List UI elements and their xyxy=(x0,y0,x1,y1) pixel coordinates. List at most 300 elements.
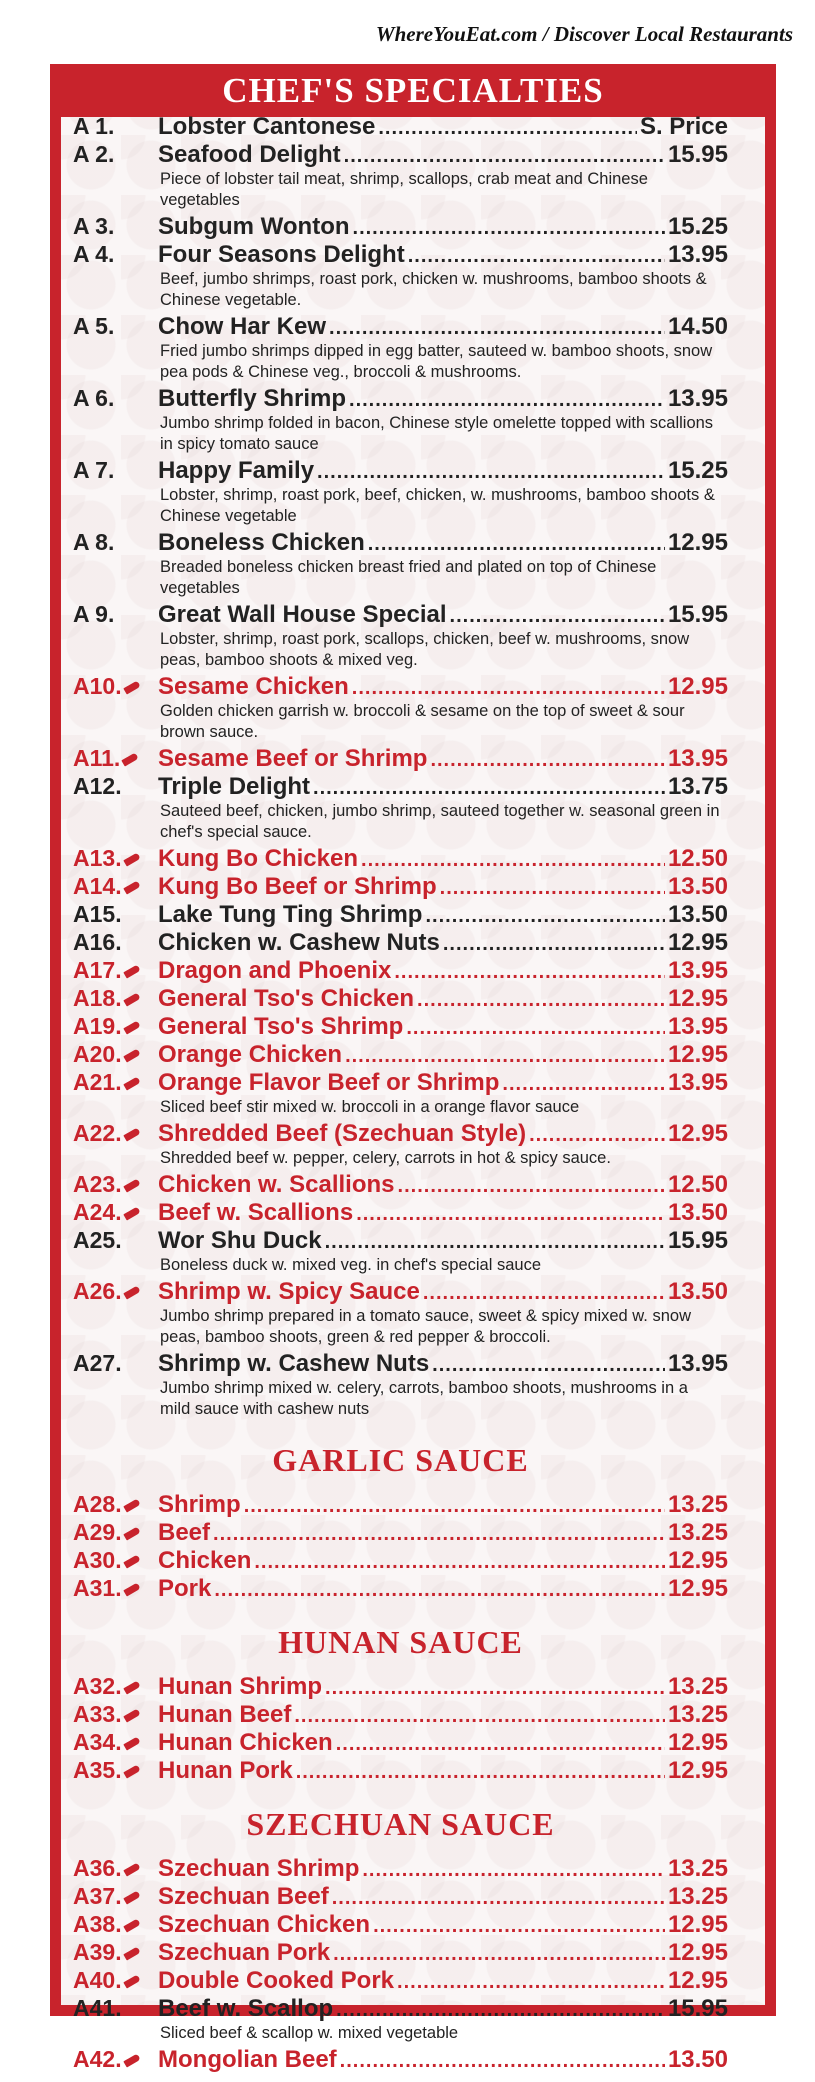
item-code-text: A16. xyxy=(73,929,122,955)
item-code xyxy=(73,1854,158,1882)
item-name: Lake Tung Ting Shrimp xyxy=(158,901,423,928)
spicy-pepper-icon xyxy=(123,1947,140,1961)
dot-leader xyxy=(378,114,637,142)
item-code-text: A18. xyxy=(73,985,122,1011)
menu-item xyxy=(73,772,728,800)
menu-item xyxy=(73,844,728,872)
item-code-text: A 4. xyxy=(73,241,115,267)
item-code xyxy=(73,240,158,268)
item-price: 15.95 xyxy=(667,601,728,628)
item-code xyxy=(73,600,158,628)
item-code xyxy=(73,844,158,872)
item-description: Fried jumbo shrimps dipped in egg batter, sauteed w. bamboo shoots, snow pea pods & Chinese veg., broccoli & mushrooms. xyxy=(160,342,713,381)
spicy-pepper-icon xyxy=(123,1681,140,1695)
item-name: Beef xyxy=(158,1519,211,1546)
item-name: Hunan Chicken xyxy=(158,1729,333,1756)
item-description: Piece of lobster tail meat, shrimp, scallops, crab meat and Chinese vegetables xyxy=(160,170,648,209)
dot-leader xyxy=(450,602,665,630)
dot-leader xyxy=(432,1351,665,1379)
item-name: General Tso's Chicken xyxy=(158,985,415,1012)
item-code xyxy=(73,900,158,928)
chef-specialties-list xyxy=(73,112,728,1420)
dot-leader xyxy=(362,1856,665,1884)
item-price: 13.95 xyxy=(667,1069,728,1096)
item-description: Lobster, shrimp, roast pork, scallops, chicken, beef w. mushrooms, snow peas, bamboo shoots & mixed veg. xyxy=(160,630,690,669)
item-code xyxy=(73,744,158,772)
item-code xyxy=(73,1170,158,1198)
item-price: 15.25 xyxy=(667,457,728,484)
menu-item xyxy=(73,1068,728,1096)
spicy-pepper-icon xyxy=(123,881,140,895)
item-price: 12.95 xyxy=(667,673,728,700)
item-price: 13.95 xyxy=(667,745,728,772)
menu-item xyxy=(73,1756,728,1784)
menu-item xyxy=(73,1349,728,1377)
dot-leader xyxy=(349,386,665,414)
item-price: 12.95 xyxy=(667,1939,728,1966)
dot-leader xyxy=(361,846,665,874)
spicy-pepper-icon xyxy=(123,1527,140,1541)
dot-leader xyxy=(529,1121,665,1149)
menu-item xyxy=(73,1546,728,1574)
item-name: Chicken xyxy=(158,1547,252,1574)
dot-leader xyxy=(313,774,665,802)
item-code-text: A11. xyxy=(73,745,121,771)
item-code-text: A34. xyxy=(73,1729,122,1755)
menu-item xyxy=(73,1938,728,1966)
item-price: 12.95 xyxy=(667,985,728,1012)
item-name: Seafood Delight xyxy=(158,141,341,168)
item-price: 13.95 xyxy=(667,385,728,412)
item-name: Kung Bo Beef or Shrimp xyxy=(158,873,437,900)
item-code xyxy=(73,1518,158,1546)
dot-leader xyxy=(214,1576,665,1604)
item-name: Shrimp w. Cashew Nuts xyxy=(158,1350,430,1377)
szechuan-sauce-title: SZECHUAN SAUCE xyxy=(246,1806,555,1842)
item-code-text: A21. xyxy=(73,1069,122,1095)
menu-item xyxy=(73,1226,728,1254)
menu-item xyxy=(73,1277,728,1305)
item-name: Hunan Pork xyxy=(158,1757,293,1784)
item-code xyxy=(73,956,158,984)
dot-leader xyxy=(325,1674,665,1702)
item-name: Lobster Cantonese xyxy=(158,113,376,140)
item-code xyxy=(73,1882,158,1910)
dot-leader xyxy=(352,674,665,702)
item-price: 13.95 xyxy=(667,1350,728,1377)
dot-leader xyxy=(417,986,665,1014)
dot-leader xyxy=(344,142,665,170)
menu-item xyxy=(73,1882,728,1910)
item-description: Lobster, shrimp, roast pork, beef, chicken, w. mushrooms, bamboo shoots & Chinese vegetable xyxy=(160,486,715,525)
item-code-text: A36. xyxy=(73,1855,122,1881)
item-name: Butterfly Shrimp xyxy=(158,385,347,412)
hunan-sauce-title: HUNAN SAUCE xyxy=(278,1624,523,1660)
menu-item xyxy=(73,744,728,772)
item-price: 13.75 xyxy=(667,773,728,800)
spicy-pepper-icon xyxy=(123,993,140,1007)
item-code xyxy=(73,1040,158,1068)
item-name: Subgum Wonton xyxy=(158,213,350,240)
item-description: Sauteed beef, chicken, jumbo shrimp, sauteed together w. seasonal green in chef's special sauce. xyxy=(160,802,720,841)
dot-leader xyxy=(373,1912,665,1940)
item-name: Szechuan Beef xyxy=(158,1883,329,1910)
item-price: 13.50 xyxy=(667,2046,728,2073)
item-name: Wor Shu Duck xyxy=(158,1227,322,1254)
menu-item xyxy=(73,1854,728,1882)
item-name: Kung Bo Chicken xyxy=(158,845,359,872)
item-code-text: A28. xyxy=(73,1491,122,1517)
menu-item xyxy=(73,1966,728,1994)
dot-leader xyxy=(425,902,664,930)
item-code xyxy=(73,1068,158,1096)
spicy-pepper-icon xyxy=(123,1286,140,1300)
garlic-sauce-title: GARLIC SAUCE xyxy=(272,1442,529,1478)
menu-item xyxy=(73,1672,728,1700)
menu-item xyxy=(73,1518,728,1546)
item-price: S. Price xyxy=(639,113,728,140)
garlic-sauce-list xyxy=(73,1490,728,1602)
item-price: 12.95 xyxy=(667,1757,728,1784)
item-name: Boneless Chicken xyxy=(158,529,365,556)
item-price: 12.95 xyxy=(667,529,728,556)
spicy-pepper-icon xyxy=(123,681,140,695)
spicy-pepper-icon xyxy=(123,2054,140,2068)
dot-leader xyxy=(356,1200,665,1228)
spicy-pepper-icon xyxy=(123,1049,140,1063)
item-code-text: A29. xyxy=(73,1519,122,1545)
item-code xyxy=(73,456,158,484)
item-price: 12.95 xyxy=(667,1120,728,1147)
item-price: 13.25 xyxy=(667,1855,728,1882)
item-name: Chow Har Kew xyxy=(158,313,327,340)
item-code-text: A14. xyxy=(73,873,122,899)
item-name: Chicken w. Cashew Nuts xyxy=(158,929,440,956)
item-name: Double Cooked Pork xyxy=(158,1967,395,1994)
item-code xyxy=(73,1756,158,1784)
menu-item xyxy=(73,456,728,484)
item-price: 12.95 xyxy=(667,1041,728,1068)
dot-leader xyxy=(443,930,665,958)
dot-leader xyxy=(333,1940,665,1968)
spicy-pepper-icon xyxy=(123,1077,140,1091)
item-price: 12.95 xyxy=(667,1967,728,1994)
item-name: Beef w. Scallop xyxy=(158,1995,334,2022)
item-price: 13.50 xyxy=(667,1199,728,1226)
menu-item xyxy=(73,1700,728,1728)
item-code xyxy=(73,1119,158,1147)
spicy-pepper-icon xyxy=(123,1021,140,1035)
menu-item xyxy=(73,1040,728,1068)
item-code xyxy=(73,872,158,900)
menu-item xyxy=(73,1119,728,1147)
item-code-text: A 7. xyxy=(73,457,115,483)
item-price: 15.25 xyxy=(667,213,728,240)
menu-item xyxy=(73,384,728,412)
spicy-pepper-icon xyxy=(123,853,140,867)
item-price: 13.95 xyxy=(667,241,728,268)
item-description: Jumbo shrimp mixed w. celery, carrots, bamboo shoots, mushrooms in a mild sauce with cashew nuts xyxy=(160,1379,688,1418)
dot-leader xyxy=(394,958,665,986)
item-price: 12.50 xyxy=(667,1171,728,1198)
item-price: 15.95 xyxy=(667,1995,728,2022)
item-name: Orange Chicken xyxy=(158,1041,343,1068)
item-code xyxy=(73,984,158,1012)
spicy-pepper-icon xyxy=(123,1891,140,1905)
spicy-pepper-icon xyxy=(123,1207,140,1221)
dot-leader xyxy=(296,1758,665,1786)
dot-leader xyxy=(332,1884,665,1912)
item-code xyxy=(73,212,158,240)
item-code-text: A10. xyxy=(73,673,122,699)
item-name: Chicken w. Scallions xyxy=(158,1171,395,1198)
item-code-text: A 5. xyxy=(73,313,115,339)
menu-item xyxy=(73,212,728,240)
dot-leader xyxy=(336,1996,665,2024)
spicy-pepper-icon xyxy=(123,1919,140,1933)
dot-leader xyxy=(340,2047,665,2075)
item-name: Four Seasons Delight xyxy=(158,241,405,268)
item-code-text: A 1. xyxy=(73,113,115,139)
dot-leader xyxy=(325,1228,665,1256)
dot-leader xyxy=(423,1279,665,1307)
item-code-text: A17. xyxy=(73,957,122,983)
dot-leader xyxy=(329,314,665,342)
item-code-text: A31. xyxy=(73,1575,122,1601)
item-price: 12.95 xyxy=(667,1547,728,1574)
item-code xyxy=(73,772,158,800)
item-description: Beef, jumbo shrimps, roast pork, chicken w. mushrooms, bamboo shoots & Chinese vegetable. xyxy=(160,270,707,309)
dot-leader xyxy=(502,1070,665,1098)
item-code xyxy=(73,1700,158,1728)
item-name: Szechuan Pork xyxy=(158,1939,331,1966)
item-name: Happy Family xyxy=(158,457,315,484)
menu-item xyxy=(73,528,728,556)
item-price: 15.95 xyxy=(667,1227,728,1254)
item-code-text: A 6. xyxy=(73,385,115,411)
menu-item xyxy=(73,1728,728,1756)
item-code-text: A33. xyxy=(73,1701,122,1727)
dot-leader xyxy=(368,530,665,558)
item-code xyxy=(73,1966,158,1994)
dot-leader xyxy=(213,1520,665,1548)
item-code-text: A26. xyxy=(73,1278,122,1304)
item-price: 12.50 xyxy=(667,845,728,872)
item-code xyxy=(73,384,158,412)
item-price: 13.25 xyxy=(667,1673,728,1700)
item-code-text: A30. xyxy=(73,1547,122,1573)
item-code xyxy=(73,1574,158,1602)
spicy-pepper-icon xyxy=(123,1128,140,1142)
item-code xyxy=(73,1672,158,1700)
dot-leader xyxy=(430,746,665,774)
item-code-text: A22. xyxy=(73,1120,122,1146)
item-code xyxy=(73,1012,158,1040)
menu-item xyxy=(73,600,728,628)
item-description: Shredded beef w. pepper, celery, carrots in hot & spicy sauce. xyxy=(160,1149,611,1167)
item-name: Shredded Beef (Szechuan Style) xyxy=(158,1120,527,1147)
item-code-text: A39. xyxy=(73,1939,122,1965)
item-name: Shrimp w. Spicy Sauce xyxy=(158,1278,420,1305)
item-price: 14.50 xyxy=(667,313,728,340)
menu-item xyxy=(73,872,728,900)
item-code-text: A24. xyxy=(73,1199,122,1225)
item-code xyxy=(73,1226,158,1254)
item-price: 13.50 xyxy=(667,1278,728,1305)
menu-item xyxy=(73,140,728,168)
item-price: 13.50 xyxy=(667,873,728,900)
item-name: Dragon and Phoenix xyxy=(158,957,392,984)
item-description: Breaded boneless chicken breast fried and plated on top of Chinese vegetables xyxy=(160,558,657,597)
item-code-text: A13. xyxy=(73,845,122,871)
item-code xyxy=(73,140,158,168)
item-name: Mongolian Beef xyxy=(158,2046,337,2073)
item-code-text: A19. xyxy=(73,1013,122,1039)
item-code-text: A20. xyxy=(73,1041,122,1067)
item-code-text: A 2. xyxy=(73,141,115,167)
menu-content xyxy=(73,112,728,2073)
item-price: 12.95 xyxy=(667,929,728,956)
item-price: 13.25 xyxy=(667,1883,728,1910)
item-code xyxy=(73,1728,158,1756)
card-title: CHEF'S SPECIALTIES xyxy=(222,71,604,110)
item-name: Szechuan Chicken xyxy=(158,1911,371,1938)
menu-item xyxy=(73,112,728,140)
item-code xyxy=(73,1910,158,1938)
item-code-text: A27. xyxy=(73,1350,122,1376)
dot-leader xyxy=(398,1172,665,1200)
item-name: Pork xyxy=(158,1575,212,1602)
item-code-text: A12. xyxy=(73,773,122,799)
item-name: Triple Delight xyxy=(158,773,311,800)
spicy-pepper-icon xyxy=(123,1737,140,1751)
item-code xyxy=(73,1198,158,1226)
hunan-sauce-list xyxy=(73,1672,728,1784)
item-name: Beef w. Scallions xyxy=(158,1199,354,1226)
menu-item xyxy=(73,1170,728,1198)
item-code xyxy=(73,2045,158,2073)
item-description: Boneless duck w. mixed veg. in chef's special sauce xyxy=(160,1256,542,1274)
item-code xyxy=(73,112,158,140)
item-price: 12.95 xyxy=(667,1575,728,1602)
dot-leader xyxy=(294,1702,665,1730)
item-code xyxy=(73,528,158,556)
item-description: Sliced beef & scallop w. mixed vegetable xyxy=(160,2024,459,2042)
item-code-text: A41. xyxy=(73,1995,122,2021)
item-name: Shrimp xyxy=(158,1491,241,1518)
item-name: Hunan Shrimp xyxy=(158,1673,323,1700)
spicy-pepper-icon xyxy=(123,1555,140,1569)
item-name: Sesame Beef or Shrimp xyxy=(158,745,428,772)
card-header xyxy=(50,64,776,117)
dot-leader xyxy=(254,1548,665,1576)
menu-item xyxy=(73,900,728,928)
item-price: 12.95 xyxy=(667,1911,728,1938)
menu-item xyxy=(73,928,728,956)
menu-item xyxy=(73,1012,728,1040)
item-code-text: A37. xyxy=(73,1883,122,1909)
spicy-pepper-icon xyxy=(123,1709,140,1723)
spicy-pepper-icon xyxy=(123,1583,140,1597)
item-code xyxy=(73,1546,158,1574)
spicy-pepper-icon xyxy=(123,1765,140,1779)
site-header[interactable]: WhereYouEat.com / Discover Local Restaurants xyxy=(375,22,793,46)
menu-item xyxy=(73,672,728,700)
item-name: Szechuan Shrimp xyxy=(158,1855,360,1882)
item-name: Sesame Chicken xyxy=(158,673,349,700)
dot-leader xyxy=(345,1042,665,1070)
spicy-pepper-icon xyxy=(122,753,139,767)
item-code-text: A 8. xyxy=(73,529,115,555)
item-code xyxy=(73,928,158,956)
spicy-pepper-icon xyxy=(123,965,140,979)
menu-item xyxy=(73,2045,728,2073)
menu-item xyxy=(73,1490,728,1518)
dot-leader xyxy=(353,214,665,242)
dot-leader xyxy=(408,242,665,270)
item-code-text: A32. xyxy=(73,1673,122,1699)
item-price: 13.25 xyxy=(667,1491,728,1518)
item-code-text: A38. xyxy=(73,1911,122,1937)
menu-item xyxy=(73,312,728,340)
item-price: 12.95 xyxy=(667,1729,728,1756)
dot-leader xyxy=(244,1492,665,1520)
item-code xyxy=(73,1277,158,1305)
spicy-pepper-icon xyxy=(123,1179,140,1193)
item-price: 13.25 xyxy=(667,1701,728,1728)
item-code-text: A40. xyxy=(73,1967,122,1993)
item-price: 13.95 xyxy=(667,957,728,984)
menu-item xyxy=(73,1994,728,2022)
item-code-text: A35. xyxy=(73,1757,122,1783)
item-code xyxy=(73,1490,158,1518)
item-code xyxy=(73,1938,158,1966)
item-price: 13.50 xyxy=(667,901,728,928)
item-code-text: A25. xyxy=(73,1227,122,1253)
item-price: 13.25 xyxy=(667,1519,728,1546)
dot-leader xyxy=(336,1730,665,1758)
dot-leader xyxy=(397,1968,665,1996)
item-code xyxy=(73,1994,158,2022)
item-price: 15.95 xyxy=(667,141,728,168)
item-code-text: A 3. xyxy=(73,213,115,239)
menu-item xyxy=(73,1910,728,1938)
item-name: Orange Flavor Beef or Shrimp xyxy=(158,1069,500,1096)
item-code xyxy=(73,312,158,340)
szechuan-sauce-list xyxy=(73,1854,728,2073)
item-description: Sliced beef stir mixed w. broccoli in a orange flavor sauce xyxy=(160,1098,580,1116)
menu-item xyxy=(73,1574,728,1602)
menu-item xyxy=(73,240,728,268)
item-description: Jumbo shrimp folded in bacon, Chinese style omelette topped with scallions in spicy tomato sauce xyxy=(160,414,714,453)
item-description: Jumbo shrimp prepared in a tomato sauce, sweet & spicy mixed w. snow peas, bamboo shoots, green & red pepper & broccoli. xyxy=(160,1307,691,1346)
dot-leader xyxy=(317,458,665,486)
item-code xyxy=(73,1349,158,1377)
item-code-text: A23. xyxy=(73,1171,122,1197)
menu-item xyxy=(73,984,728,1012)
item-code-text: A 9. xyxy=(73,601,115,627)
item-price: 13.95 xyxy=(667,1013,728,1040)
item-code-text: A42. xyxy=(73,2046,122,2072)
item-code-text: A15. xyxy=(73,901,122,927)
spicy-pepper-icon xyxy=(123,1975,140,1989)
item-name: Hunan Beef xyxy=(158,1701,292,1728)
spicy-pepper-icon xyxy=(123,1499,140,1513)
item-code xyxy=(73,672,158,700)
item-name: Great Wall House Special xyxy=(158,601,447,628)
item-description: Golden chicken garrish w. broccoli & sesame on the top of sweet & sour brown sauce. xyxy=(160,702,685,741)
dot-leader xyxy=(406,1014,665,1042)
